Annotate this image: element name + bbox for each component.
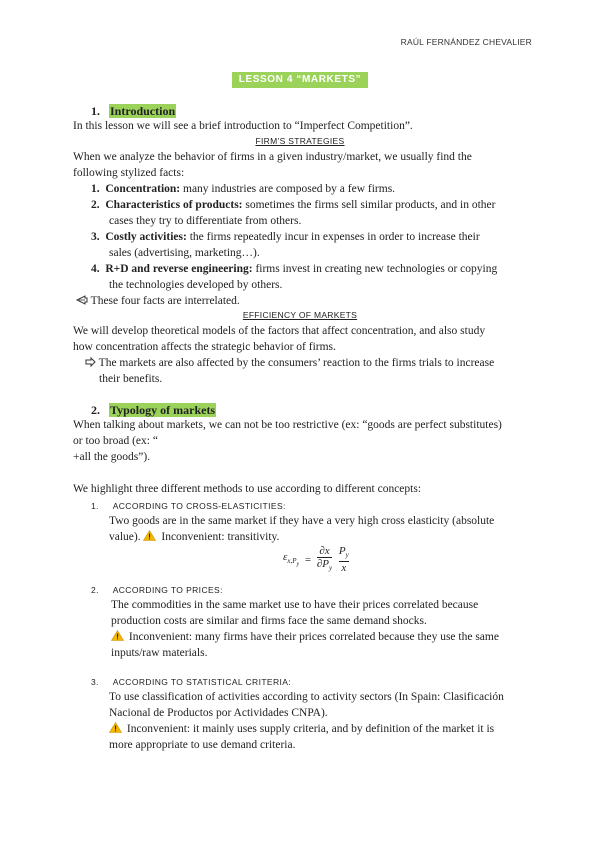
warning-icon bbox=[109, 722, 122, 733]
fact-1: 1. Concentration: many industries are composed by a few firms. bbox=[91, 183, 396, 195]
section1-title: Introduction bbox=[110, 104, 176, 118]
method-2-line1: The commodities in the same market use to have their prices correlated because bbox=[111, 599, 479, 611]
method-1-line1: Two goods are in the same market if they have a very high cross elasticity (absolute bbox=[109, 515, 495, 527]
author-name: RAÚL FERNÁNDEZ CHEVALIER bbox=[400, 37, 532, 47]
fact-4-cont: the technologies developed by others. bbox=[109, 279, 283, 291]
fact-2: 2. Characteristics of products: sometimes the firms sell similar products, and in other bbox=[91, 199, 496, 211]
arrow-left-icon bbox=[76, 295, 88, 305]
method-1-heading: 1. ACCORDING TO CROSS-ELASTICITIES: bbox=[91, 501, 286, 511]
method-3-line1: To use classification of activities according to activity sectors (In Spain: Clasificación bbox=[109, 691, 504, 703]
section1-intro: In this lesson we will see a brief introduction to “Imperfect Competition”. bbox=[73, 120, 413, 132]
section2-heading bbox=[91, 402, 216, 418]
section1-number: 1. bbox=[91, 104, 100, 118]
s2-para2: We highlight three different methods to use according to different concepts: bbox=[73, 483, 422, 495]
method-3-line2: Nacional de Productos por Actividades CNPA). bbox=[109, 707, 328, 719]
bullet-arrow-icon bbox=[85, 357, 96, 367]
method-2-line4: inputs/raw materials. bbox=[111, 647, 208, 659]
method-2-heading: 2. ACCORDING TO PRICES: bbox=[91, 585, 223, 595]
fact-4: 4. R+D and reverse engineering: firms invest in creating new technologies or copying bbox=[91, 263, 498, 275]
lesson-title: LESSON 4 “MARKETS” bbox=[232, 72, 368, 88]
para1-line2: following stylized facts: bbox=[73, 167, 185, 179]
warning-icon bbox=[143, 530, 156, 541]
firms-strategies-heading: FIRM’S STRATEGIES bbox=[255, 136, 345, 146]
para2-line1: We will develop theoretical models of the factors that affect concentration, and also study bbox=[73, 325, 486, 337]
efficiency-heading: EFFICIENCY OF MARKETS bbox=[242, 310, 358, 320]
method-2-line3: Inconvenient: many firms have their prices correlated because they use the same bbox=[111, 629, 499, 645]
para1-line1: When we analyze the behavior of firms in a given industry/market, we usually find the bbox=[73, 151, 472, 163]
warning-icon bbox=[111, 630, 124, 641]
fact-2-cont: cases they try to differentiate from others. bbox=[109, 215, 302, 227]
cross-elasticity-formula: $\varepsilon_{x,P_y}$ = $\frac{\partial x}{\partial P_y}$ $\frac{P_y}{x}$ bbox=[283, 545, 349, 575]
para2-line2: how concentration affects the strategic behavior of firms. bbox=[73, 341, 336, 353]
method-3-line4: more appropriate to use demand criteria. bbox=[109, 739, 296, 751]
method-2-line2: production costs are similar and firms face the same demand shocks. bbox=[111, 615, 427, 627]
interrelated-note: These four facts are interrelated. bbox=[76, 293, 240, 309]
consumer-bullet: The markets are also affected by the consumers’ reaction to the firms trials to increase bbox=[85, 355, 494, 371]
section2-number: 2. bbox=[91, 403, 100, 417]
fact-3-cont: sales (advertising, marketing…). bbox=[109, 247, 260, 259]
section1-heading bbox=[91, 103, 176, 119]
method-3-line3: Inconvenient: it mainly uses supply criteria, and by definition of the market it is bbox=[109, 721, 494, 737]
consumer-bullet-cont: their benefits. bbox=[99, 373, 163, 385]
section2-title: Typology of markets bbox=[110, 403, 216, 417]
method-3-heading: 3. ACCORDING TO STATISTICAL CRITERIA: bbox=[91, 677, 292, 687]
fact-3: 3. Costly activities: the firms repeatedly incur in expenses in order to increase their bbox=[91, 231, 480, 243]
s2-para1-line2: or too broad (ex: “ bbox=[73, 435, 158, 447]
s2-para1-line1: When talking about markets, we can not be too restrictive (ex: “goods are perfect substitutes) bbox=[73, 419, 502, 431]
method-1-line2: value). Inconvenient: transitivity. bbox=[109, 531, 280, 543]
s2-para1-line3: +all the goods”). bbox=[73, 451, 151, 463]
